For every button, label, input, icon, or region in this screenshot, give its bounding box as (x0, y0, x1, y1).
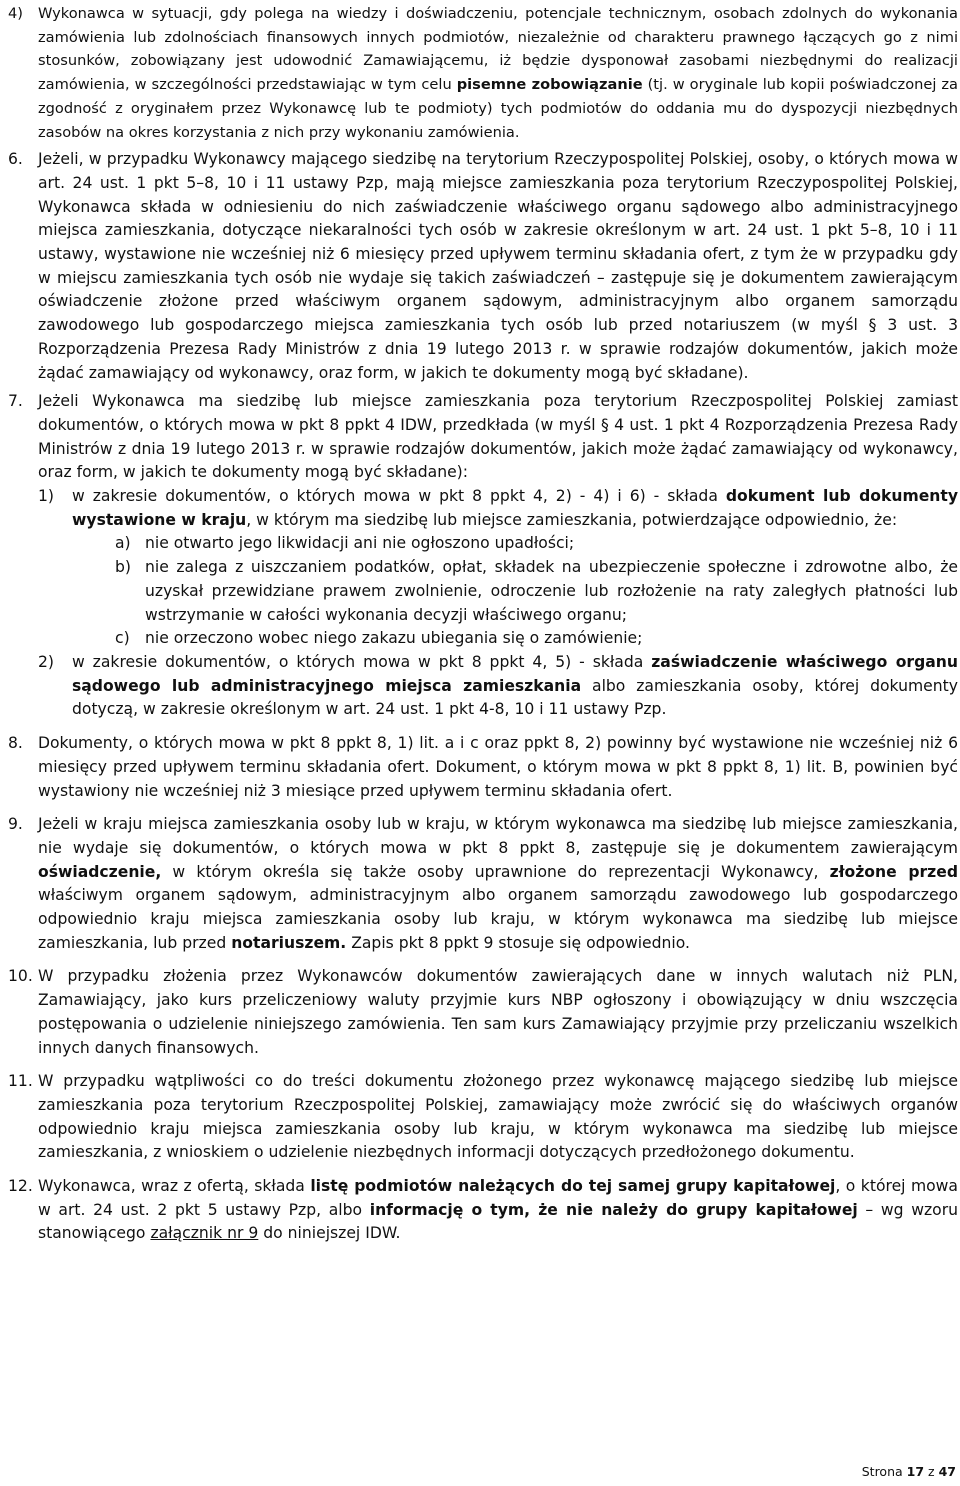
item-text: Jeżeli Wykonawca ma siedzibę lub miejsce zamieszkania poza terytorium Rzeczpospolitej Polskiej zamiast dokumentów, o których mowa w pkt 8 ppkt 4 IDW, przedkłada (w myśl § 4 ust. 1 pkt 4 Rozporządzenia Prezesa Rady Ministrów z dnia 19 lutego 2013 r. w sprawie rodzajów dokumentów, jakich może żądać zamawiający od wykonawcy, oraz form, w jakich te dokumenty mogą być składane): (38, 392, 958, 482)
item-body (38, 390, 958, 722)
bold-phrase: listę podmiotów należących do tej samej grupy kapitałowej (310, 1177, 836, 1196)
page-number: 17 (906, 1464, 925, 1479)
letter-text: nie otwarto jego likwidacji ani nie ogłoszono upadłości; (145, 534, 575, 553)
item-9 (8, 813, 958, 955)
item-6 (8, 148, 958, 385)
page-total: 47 (938, 1464, 956, 1479)
subitem-1 (38, 485, 958, 532)
item-text: W przypadku wątpliwości co do treści dokumentu złożonego przez wykonawcę mającego siedzibę lub miejsce zamieszkania poza terytorium Rzeczpospolitej Polskiej, zamawiający może zwrócić się do właściwych organów odpowiednio kraju miejsca zamieszkania osoby lub kraju, w którym wykonawca ma siedzibę lub miejsce zamieszkania, z wnioskiem o udzielenie niezbędnych informacji dotyczących przedłożonego dokumentu. (38, 1072, 958, 1162)
bold-phrase: notariuszem. (231, 933, 347, 952)
item-text: Wykonawca, wraz z ofertą, składa listę podmiotów należących do tej samej grupy kapitałowej, o której mowa w art. 24 ust. 2 pkt 5 ustawy Pzp, albo informację o tym, że nie należy do grupy kapitałowej – wg wzoru stanowiącego załącznik nr 9 do niniejszej IDW. (38, 1177, 958, 1243)
subitem-number: 2) (38, 652, 55, 671)
item-text: Wykonawca w sytuacji, gdy polega na wiedzy i doświadczeniu, potencjale technicznym, osobach zdolnych do wykonania zamówienia lub zdolnościach finansowych innych podmiotów, niezależnie od charakteru prawnego łączących go z nimi stosunków, zobowiązany jest udowodnić Zamawiającemu, iż będzie dysponował zasobami niezbędnymi do realizacji zamówienia, w szczególności przedstawiając w tym celu pisemne zobowiązanie (tj. w oryginale lub kopii poświadczonej za zgodność z oryginałem przez Wykonawcę lub te podmioty) tych podmiotów do oddania mu do dyspozycji niezbędnych zasobów na okres korzystania z nich przy wykonaniu zamówienia. (38, 5, 958, 141)
attachment-reference: załącznik nr 9 (150, 1224, 259, 1243)
item-10 (8, 965, 958, 1060)
bold-phrase: pisemne zobowiązanie (456, 76, 643, 94)
item-4 (8, 2, 958, 144)
item-text: W przypadku złożenia przez Wykonawców dokumentów zawierających dane w innych walutach niż PLN, Zamawiający, jako kurs przeliczeniowy waluty przyjmie kurs NBP ogłoszony i obowiązujący w dniu wszczęcia postępowania o udzielenie niniejszego zamówienia. Ten sam kurs Zamawiający przyjmie przy przeliczaniu wszelkich innych danych finansowych. (38, 967, 958, 1057)
bold-phrase: złożone przed (829, 862, 958, 881)
item-11 (8, 1070, 958, 1165)
subitem-1c (115, 627, 958, 651)
page-label: Strona (861, 1464, 903, 1479)
item-number: 9. (8, 815, 23, 834)
page-separator: z (928, 1464, 935, 1479)
item-number: 10. (8, 967, 33, 986)
item-number: 8. (8, 734, 23, 753)
item-number: 7. (8, 392, 23, 411)
subitem-2 (38, 651, 958, 722)
item-number: 4) (8, 5, 23, 22)
item-12 (8, 1175, 958, 1246)
page-footer (862, 1464, 956, 1479)
subitem-number: 1) (38, 487, 55, 506)
bold-phrase: zaświadczenie właściwego organu sądowego lub administracyjnego miejsca zamieszkania (72, 652, 958, 695)
subitem-text: w zakresie dokumentów, o których mowa w pkt 8 ppkt 4, 5) - składa zaświadczenie właściwego organu sądowego lub administracyjnego miejsca zamieszkania albo zamieszkania osoby, której dokumenty dotyczą, w zakresie określonym w art. 24 ust. 1 pkt 4-8, 10 i 11 ustawy Pzp. (72, 652, 958, 719)
item-text: Dokumenty, o których mowa w pkt 8 ppkt 8, 1) lit. a i c oraz ppkt 8, 2) powinny być wystawione nie wcześniej niż 6 miesięcy przed upływem terminu składania ofert. Dokument, o którym mowa w pkt 8 ppkt 8, 1) lit. B, powinien być wystawiony nie wcześniej niż 3 miesiące przed upływem terminu składania ofert. (38, 734, 958, 800)
letter-marker: b) (115, 558, 131, 577)
item-8 (8, 732, 958, 803)
item-7 (8, 390, 958, 722)
item-number: 11. (8, 1072, 33, 1091)
letter-marker: a) (115, 534, 131, 553)
item-text: Jeżeli w kraju miejsca zamieszkania osoby lub w kraju, w którym wykonawca ma siedzibę lub miejsce zamieszkania, nie wydaje się dokumentów, o których mowa w pkt 8 ppkt 8, zastępuje się je dokumentem zawierającym oświadczenie, w którym określa się także osoby uprawnione do reprezentacji Wykonawcy, złożone przed właściwym organem sądowym, administracyjnym albo organem samorządu zawodowego lub gospodarczego odpowiednio kraju miejsca zamieszkania osoby lub kraju, w którym wykonawca ma siedzibę lub miejsce zamieszkania, lub przed notariuszem. Zapis pkt 8 ppkt 9 stosuje się odpowiednio. (38, 815, 958, 952)
bold-phrase: informację o tym, że nie należy do grupy kapitałowej (369, 1200, 858, 1219)
subitem-1b (115, 556, 958, 627)
letter-text: nie orzeczono wobec niego zakazu ubiegania się o zamówienie; (145, 629, 643, 648)
item-number: 12. (8, 1177, 33, 1196)
subitem-1a (115, 532, 958, 556)
item-number: 6. (8, 150, 23, 169)
letter-text: nie zalega z uiszczaniem podatków, opłat, składek na ubezpieczenie społeczne i zdrowotne albo, że uzyskał przewidziane prawem zwolnienie, odroczenie lub rozłożenie na raty zaległych płatności lub wstrzymanie w całości wykonania decyzji właściwego organu; (145, 558, 958, 624)
bold-phrase: oświadczenie, (38, 862, 162, 881)
subitem-text: w zakresie dokumentów, o których mowa w pkt 8 ppkt 4, 2) - 4) i 6) - składa dokument lub dokumenty wystawione w kraju, w którym ma siedzibę lub miejsce zamieszkania, potwierdzające odpowiednio, że: (72, 487, 958, 529)
letter-marker: c) (115, 629, 130, 648)
item-text: Jeżeli, w przypadku Wykonawcy mającego siedzibę na terytorium Rzeczypospolitej Polskiej, osoby, o których mowa w art. 24 ust. 1 pkt 5–8, 10 i 11 ustawy Pzp, mają miejsce zamieszkania poza terytorium Rzeczypospolitej Polskiej, Wykonawca składa w odniesieniu do nich zaświadczenie właściwego organu sądowego albo administracyjnego miejsca zamieszkania, dotyczące niekaralności tych osób w zakresie określonym w art. 24 ust. 1 pkt 5–8, 10 i 11 ustawy, wystawione nie wcześniej niż 6 miesięcy przed upływem terminu składania ofert, z tym że w przypadku gdy w miejscu zamieszkania tych osób nie wydaje się takich zaświadczeń – zastępuje się je dokumentem zawierającym oświadczenie złożone przed właściwym organem sądowym, administracyjnym albo organem samorządu zawodowego lub gospodarczego miejsca zamieszkania tych osób lub przed notariuszem (w myśl § 3 ust. 3 Rozporządzenia Prezesa Rady Ministrów z dnia 19 lutego 2013 r. w sprawie rodzajów dokumentów, jakich może żądać zamawiający od wykonawcy, oraz form, w jakich te dokumenty mogą być składane). (38, 150, 958, 382)
bold-phrase: dokument lub dokumenty wystawione w kraju (72, 487, 958, 529)
document-page (8, 2, 958, 1246)
